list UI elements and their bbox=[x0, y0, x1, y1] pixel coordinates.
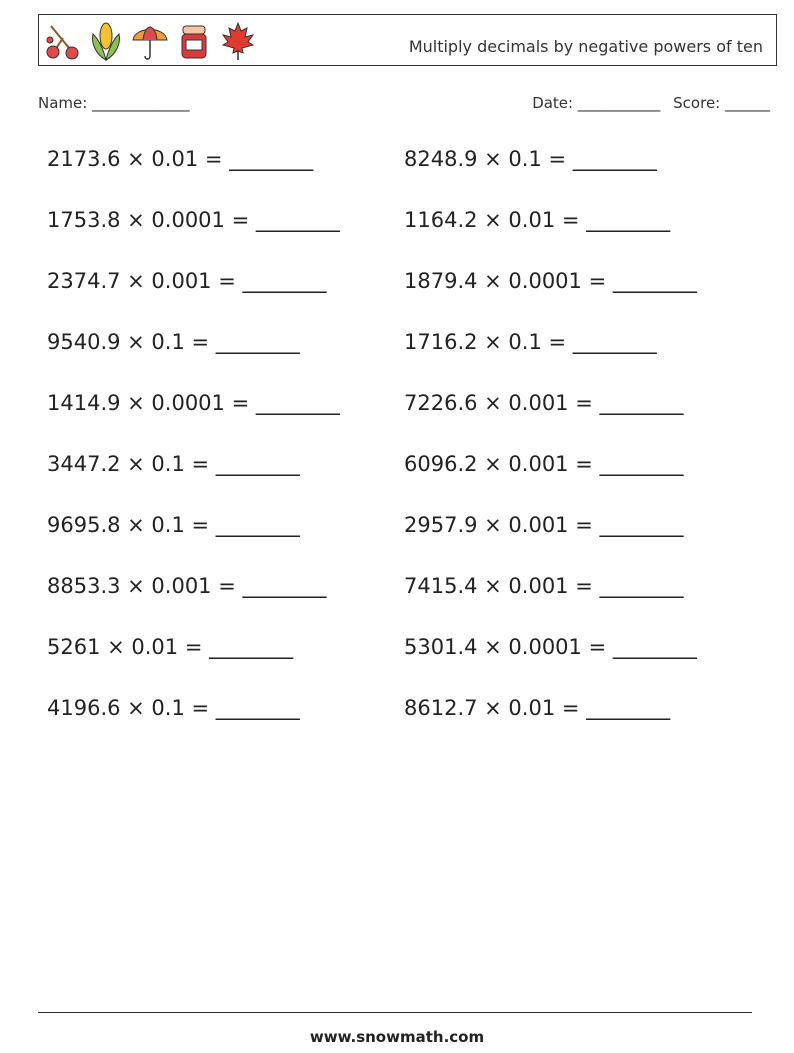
umbrella-icon bbox=[131, 20, 169, 62]
problem-item: 2957.9 × 0.001 = ________ bbox=[404, 513, 684, 537]
problem-row bbox=[47, 635, 767, 696]
header-box bbox=[38, 14, 777, 66]
name-field: Name: _____________ bbox=[38, 94, 190, 112]
problem-item: 1414.9 × 0.0001 = ________ bbox=[47, 391, 340, 415]
footer-url[interactable]: www.snowmath.com bbox=[309, 1028, 485, 1046]
problem-item: 1716.2 × 0.1 = ________ bbox=[404, 330, 657, 354]
problem-item: 8612.7 × 0.01 = ________ bbox=[404, 696, 671, 720]
cherries-icon bbox=[43, 20, 81, 62]
problem-item: 5261 × 0.01 = ________ bbox=[47, 635, 294, 659]
corn-icon bbox=[87, 20, 125, 62]
icon-strip bbox=[43, 19, 257, 63]
problem-row bbox=[47, 513, 767, 574]
problem-item: 2173.6 × 0.01 = ________ bbox=[47, 147, 314, 171]
problem-item: 9540.9 × 0.1 = ________ bbox=[47, 330, 300, 354]
problem-item: 4196.6 × 0.1 = ________ bbox=[47, 696, 300, 720]
problem-row bbox=[47, 147, 767, 208]
problem-grid bbox=[47, 147, 767, 757]
problem-row bbox=[47, 574, 767, 635]
problem-item: 1879.4 × 0.0001 = ________ bbox=[404, 269, 697, 293]
problem-row bbox=[47, 391, 767, 452]
problem-item: 7415.4 × 0.001 = ________ bbox=[404, 574, 684, 598]
problem-row bbox=[47, 696, 767, 757]
date-field: Date: ___________ bbox=[532, 94, 661, 112]
problem-row bbox=[47, 452, 767, 513]
problem-item: 3447.2 × 0.1 = ________ bbox=[47, 452, 300, 476]
problem-row bbox=[47, 269, 767, 330]
problem-item: 7226.6 × 0.001 = ________ bbox=[404, 391, 684, 415]
problem-item: 5301.4 × 0.0001 = ________ bbox=[404, 635, 697, 659]
problem-item: 8853.3 × 0.001 = ________ bbox=[47, 574, 327, 598]
score-field: Score: ______ bbox=[673, 94, 770, 112]
problem-item: 8248.9 × 0.1 = ________ bbox=[404, 147, 657, 171]
problem-item: 1753.8 × 0.0001 = ________ bbox=[47, 208, 340, 232]
problem-item: 2374.7 × 0.001 = ________ bbox=[47, 269, 327, 293]
worksheet-title: Multiply decimals by negative powers of ten bbox=[408, 37, 763, 56]
date-score-fields bbox=[524, 94, 770, 112]
footer-divider bbox=[38, 1012, 752, 1013]
problem-item: 9695.8 × 0.1 = ________ bbox=[47, 513, 300, 537]
problem-row bbox=[47, 330, 767, 391]
problem-item: 1164.2 × 0.01 = ________ bbox=[404, 208, 671, 232]
problem-row bbox=[47, 208, 767, 269]
problem-item: 6096.2 × 0.001 = ________ bbox=[404, 452, 684, 476]
jam-jar-icon bbox=[175, 20, 213, 62]
maple-leaf-icon bbox=[219, 20, 257, 62]
